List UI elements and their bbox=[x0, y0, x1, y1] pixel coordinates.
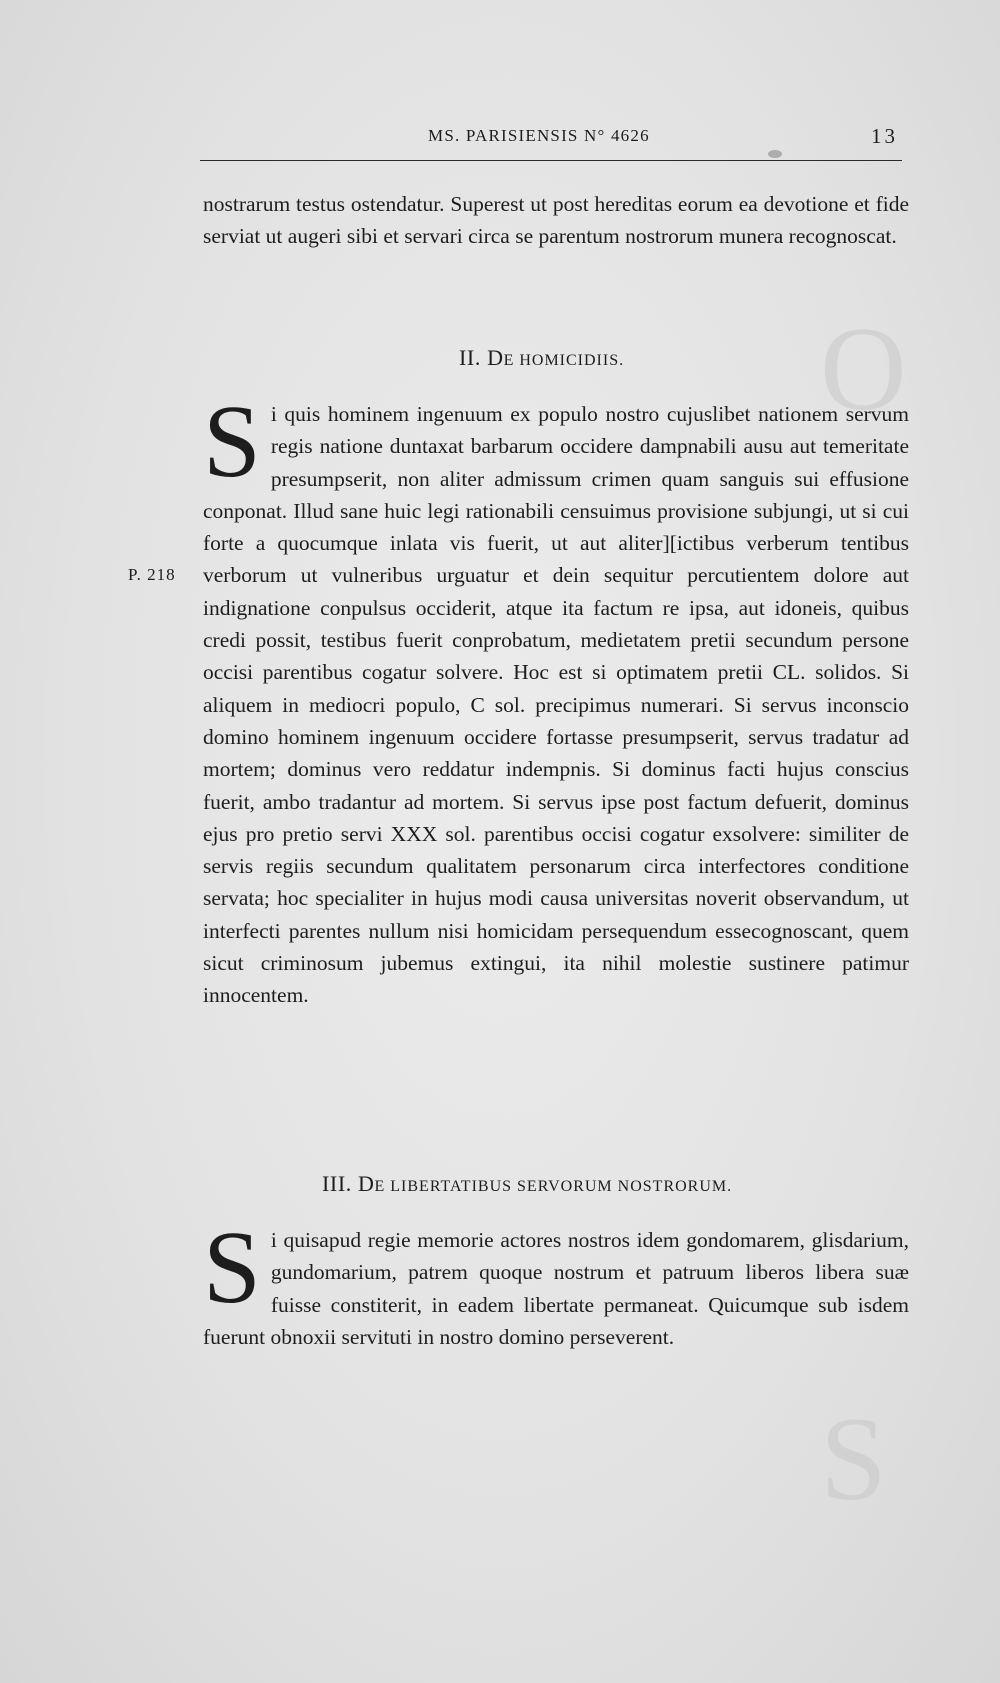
bleed-through-letter: O bbox=[820, 302, 907, 435]
section-heading-libertatibus bbox=[322, 1171, 732, 1197]
drop-cap: S bbox=[203, 384, 261, 499]
section-title-initial: D bbox=[358, 1171, 375, 1196]
section-title-initial: D bbox=[487, 345, 504, 370]
section-paragraph-homicidiis bbox=[203, 384, 909, 1012]
section-paragraph-libertatibus bbox=[203, 1210, 909, 1353]
section-number: II. bbox=[459, 345, 481, 370]
section-heading-homicidiis bbox=[459, 345, 624, 371]
margin-page-reference: P. 218 bbox=[128, 565, 176, 584]
section-text: i quis hominem ingenuum ex populo nostro cujuslibet nationem servum regis natione duntaxat barbarum occidere dampnabili ausu aut temeritate presumpserit, non aliter admissum crimen quam sanguis sui effusione conponat. Illud sane huic legi rationabili censuimus provisione subjungi, ut si cui forte a quocumque inlata vis fuerit, ut aut aliter][ictibus verberum tentibus verborum ut vulneribus urguatur et dein sequitur percutientem dolore aut indignatione conpulsus occiderit, atque ita factum re ipsa, aut idoneis, quibus credi possit, testibus fuerit conprobatum, medietatem pretii secundum persone occisi parentibus cogatur solvere. Hoc est si optimatem pretii CL. solidos. Si aliquem in mediocri populo, C sol. precipimus numerari. Si servus inconscio domino hominem ingenuum occidere fortasse presumpserit, servus tradatur ad mortem; dominus vero reddatur indempnis. Si dominus facti hujus conscius fuerit, ambo tradantur ad mortem. Si servus ipse post factum defuerit, dominus ejus pro pretio servi XXX sol. parentibus occisi cogatur exsolvere: similiter de servis regiis secundum qualitatem personarum circa interfectores conditione servata; hoc specialiter in hujus modi causa universitas noverit observandum, ut interfecti parentes nullum nisi homicidam persequendum essecognoscant, quem sicut criminosum jubemus extingui, ita nihil molestie sustinere patimur innocentem. bbox=[203, 402, 909, 1008]
section-text: i quisapud regie memorie actores nostros idem gondomarem, glisdarium, gundomarium, patrem quoque nostrum et patruum liberos libera suæ fuisse constiterit, in eadem libertate permaneat. Quicumque sub isdem fuerunt obnoxii servituti in nostro domino perseverent. bbox=[203, 1228, 909, 1349]
section-title-rest: E LIBERTATIBUS SERVORUM NOSTRORUM. bbox=[374, 1178, 733, 1195]
running-header bbox=[200, 124, 902, 160]
header-title: MS. PARISIENSIS N° 4626 bbox=[428, 126, 650, 145]
drop-cap: S bbox=[203, 1210, 261, 1325]
bleed-through-letter: S bbox=[820, 1392, 887, 1525]
section-title-rest: E HOMICIDIIS. bbox=[503, 352, 625, 369]
page-number: 13 bbox=[871, 124, 898, 148]
header-rule bbox=[200, 160, 902, 161]
ink-smudge bbox=[768, 150, 782, 158]
continuation-paragraph: nostrarum testus ostendatur. Superest ut post hereditas eorum ea devotione et fide serviat ut augeri sibi et servari circa se parentum nostrorum munera recognoscat. bbox=[203, 192, 909, 249]
section-number: III. bbox=[322, 1171, 352, 1196]
